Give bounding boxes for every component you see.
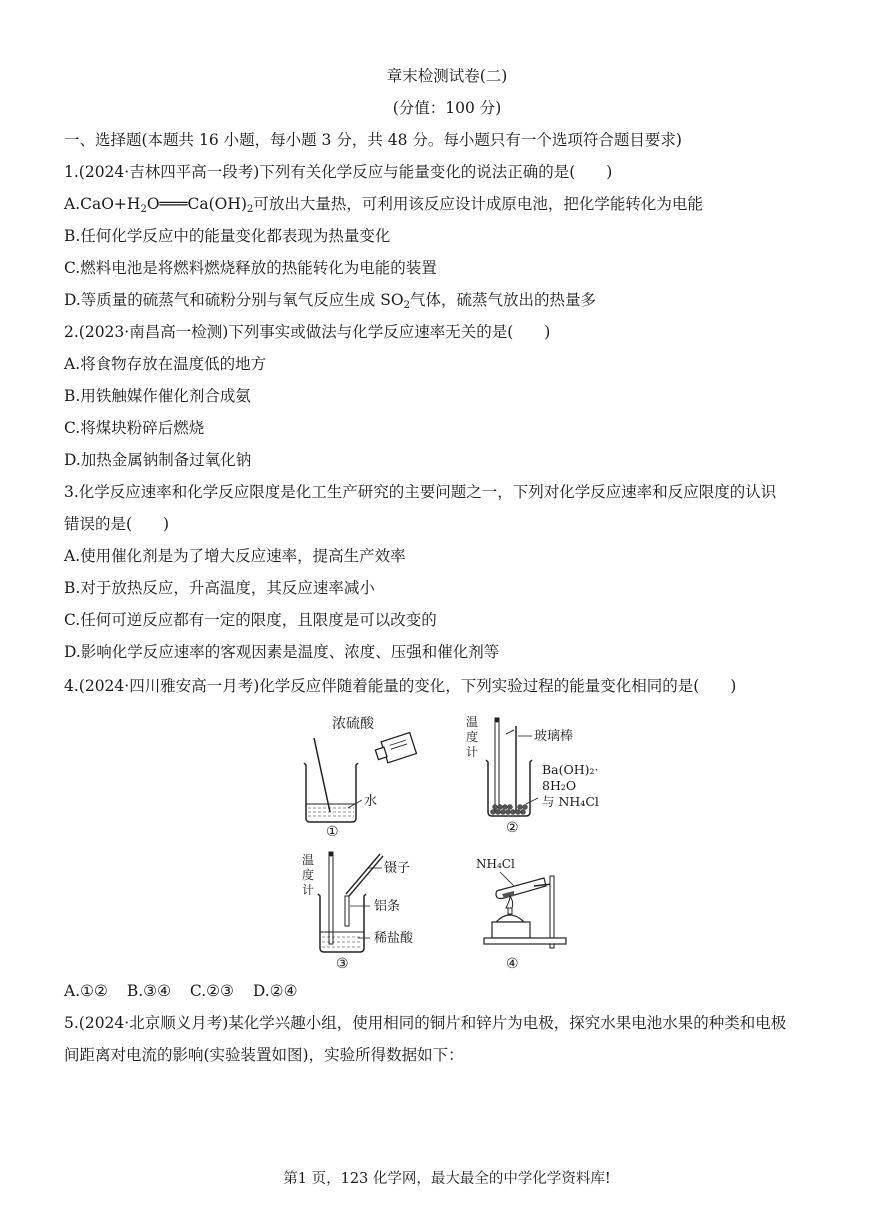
- page-footer: 第1 页，123 化学网，最大最全的中学化学资料库!: [283, 1171, 611, 1187]
- iron-stand-icon: [550, 876, 554, 948]
- q3-stem-line1: 3.化学反应速率和化学反应限度是化工生产研究的主要问题之一，下列对化学反应速率和反应限度的认识: [64, 483, 777, 501]
- figure-3-aluminum-hcl: [298, 846, 438, 976]
- q4-option-d: D.②④: [252, 982, 298, 1000]
- fig2-label-du: 度: [466, 730, 479, 744]
- q4-option-b: B.③④: [126, 982, 171, 1000]
- q5-stem-line1: 5.(2024·北京顺义月考)某化学兴趣小组，使用相同的铜片和锌片为电极，探究水果电池水果的种类和电极: [64, 1014, 787, 1032]
- q2-stem: 2.(2023·南昌高一检测)下列事实或做法与化学反应速率无关的是( ): [64, 323, 551, 341]
- q4-option-c: C.②③: [189, 982, 234, 1000]
- glass-rod-icon: [314, 738, 330, 812]
- q3-option-b: B.对于放热反应，升高温度，其反应速率减小: [64, 579, 375, 597]
- beaker-icon: [318, 894, 366, 952]
- fig2-label-wen: 温: [466, 715, 479, 729]
- fig1-label-acid: 浓硫酸: [332, 716, 374, 732]
- section-heading: 一、选择题(本题共 16 小题，每小题 3 分，共 48 分。每小题只有一个选项符合题目要求): [64, 131, 682, 149]
- figure-2-barium-hydroxide-reaction: [466, 712, 616, 842]
- q3-stem-line2: 错误的是( ): [64, 515, 170, 533]
- q1-stem: 1.(2024·吉林四平高一段考)下列有关化学反应与能量变化的说法正确的是( ): [64, 163, 613, 181]
- tweezers-icon: [346, 854, 383, 896]
- beaker-icon: [304, 763, 358, 822]
- fig2-label-ji: 计: [466, 745, 479, 759]
- fig2-number: ②: [506, 820, 519, 836]
- fig3-label-du: 度: [302, 868, 315, 882]
- figure-1-sulfuric-acid-dilution: [296, 708, 426, 842]
- q3-option-c: C.任何可逆反应都有一定的限度，且限度是可以改变的: [64, 611, 437, 629]
- q2-option-d: D.加热金属钠制备过氧化钠: [64, 451, 252, 469]
- page-title: 章末检测试卷(二): [386, 67, 508, 85]
- figure-4-nh4cl-heating: [470, 852, 580, 976]
- q2-option-b: B.用铁触媒作催化剂合成氨: [64, 387, 251, 405]
- test-tube-icon: [496, 878, 546, 899]
- aluminum-strip-icon: [345, 896, 349, 926]
- q2-option-a: A.将食物存放在温度低的地方: [64, 355, 267, 373]
- fig3-label-hcl: 稀盐酸: [374, 931, 414, 946]
- q1-option-c: C.燃料电池是将燃料燃烧释放的热能转化为电能的装置: [64, 259, 437, 277]
- q3-option-a: A.使用催化剂是为了增大反应速率，提高生产效率: [64, 547, 406, 565]
- fig2-label-water: 8H₂O: [542, 778, 577, 793]
- fig1-label-water: 水: [364, 794, 378, 809]
- q3-option-d: D.影响化学反应速率的客观因素是温度、浓度、压强和催化剂等: [64, 643, 500, 661]
- fig4-number: ④: [506, 956, 519, 972]
- fig2-label-nh4cl: 与 NH₄Cl: [542, 794, 599, 809]
- fig3-number: ③: [336, 956, 349, 972]
- score-info: (分值：100 分): [392, 99, 502, 117]
- reagent-bottle-icon: [374, 733, 417, 766]
- fig3-label-ji: 计: [302, 883, 315, 897]
- fig2-label-glass-rod: 玻璃棒: [534, 729, 574, 744]
- thermometer-icon: [329, 852, 334, 945]
- fig1-number: ①: [326, 824, 339, 838]
- alcohol-lamp-icon: [496, 896, 524, 922]
- q2-option-c: C.将煤块粉碎后燃烧: [64, 419, 205, 437]
- fig4-label-nh4cl: NH₄Cl: [476, 857, 515, 871]
- fig3-label-wen: 温: [302, 853, 315, 867]
- fig3-label-aluminum: 铝条: [374, 899, 401, 914]
- fig2-label-baoh: Ba(OH)₂·: [542, 762, 599, 777]
- q4-stem: 4.(2024·四川雅安高一月考)化学反应伴随着能量的变化，下列实验过程的能量变化相同的是( ): [64, 677, 737, 695]
- fig3-label-tweezers: 镊子: [384, 861, 411, 876]
- q4-options: [64, 981, 311, 1001]
- q1-option-a: $A.CaO+H_2O═══Ca(OH)_2$可放出大量热，可利用该反应设计成原电池，把化学能转化为电能: [64, 195, 703, 215]
- q1-option-d: D.等质量的硫蒸气和硫粉分别与氧气反应生成 $SO_2$气体，硫蒸气放出的热量多: [64, 291, 596, 311]
- q4-option-a: A.①②: [64, 982, 108, 1000]
- q5-stem-line2: 间距离对电流的影响(实验装置如图)，实验所得数据如下：: [64, 1046, 464, 1064]
- thermometer-icon: [495, 718, 500, 811]
- q1-option-b: B.任何化学反应中的能量变化都表现为热量变化: [64, 227, 391, 245]
